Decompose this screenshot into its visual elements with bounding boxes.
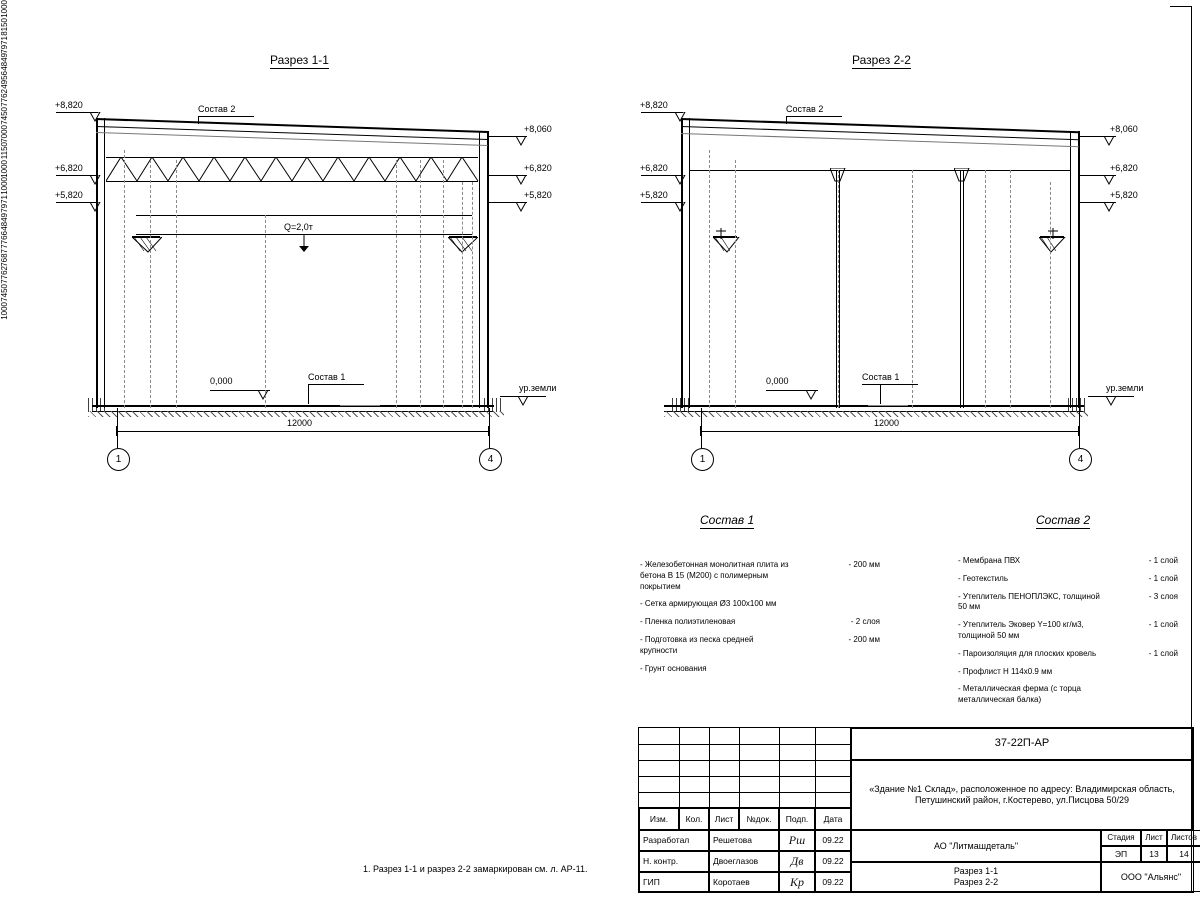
sheets-value: 14	[1167, 846, 1200, 862]
ground2-level-label: ур.земли	[1106, 383, 1144, 393]
wall2-right-outer	[1078, 131, 1080, 408]
sign-gip: Кр	[779, 872, 815, 892]
list-item: - Утеплитель ПЕНОПЛЭКС, толщиной 50 мм - 3 слоя	[958, 591, 1178, 612]
axis2-line-1	[701, 408, 702, 448]
section-1-1-title: Разрез 1-1	[270, 53, 329, 67]
drawing-title-1: Разрез 1-1	[953, 866, 999, 877]
level2-arrow-5	[1104, 175, 1116, 185]
level2-arrow-6	[1104, 202, 1116, 212]
dim2-guide-3	[838, 170, 839, 408]
name-gip: Коротаев	[709, 872, 779, 892]
sheet-header: Лист	[1141, 830, 1167, 846]
foundation2-left-hatch	[672, 398, 692, 412]
dim-guide-3	[176, 160, 177, 408]
axis2-marker-4: 4	[1069, 448, 1092, 471]
rev-row-2	[639, 760, 851, 761]
ground-level-label: ур.земли	[519, 383, 557, 393]
ground-arrow	[518, 396, 530, 408]
overall2-dim-label: 12000	[874, 418, 900, 428]
dim2-guide-1	[709, 150, 710, 408]
level2-mark-top-left: +8,820	[640, 100, 668, 110]
floor-joint	[340, 405, 380, 406]
date-developer: 09.22	[815, 830, 851, 851]
rev-row-3	[639, 776, 851, 777]
axis-marker-4: 4	[479, 448, 502, 471]
col-header-izm: Изм.	[639, 808, 679, 830]
level2-mark-zero: 0,000	[766, 376, 789, 386]
list-item: - Пароизоляция для плоских кровель - 1 слой	[958, 648, 1178, 658]
callout-sostav1-leader	[308, 384, 309, 404]
level-mark-top-right: +8,060	[524, 124, 552, 134]
col-header-podp: Подп.	[779, 808, 815, 830]
axis-line-1	[117, 408, 118, 448]
title-block	[638, 727, 1197, 893]
sostav1-title: Состав 1	[700, 513, 755, 527]
callout-sostav1-underline	[308, 384, 364, 385]
overall2-dim-line	[700, 431, 1078, 432]
dim-4956: 4956	[0, 71, 9, 89]
callout-sostav2-underline	[198, 116, 254, 117]
wall-right-inner	[479, 131, 480, 408]
dim-guide-1	[124, 150, 125, 408]
level-arrow-6	[516, 202, 528, 212]
sheet-frame-top	[1170, 6, 1192, 7]
dim-8150: 8150	[0, 17, 9, 36]
column-3-capital	[954, 168, 970, 182]
axis2-line-4	[1079, 408, 1080, 448]
dim-guide-5	[396, 160, 397, 408]
axis-line-4	[489, 408, 490, 448]
dim2-7450: 7450	[0, 284, 9, 302]
role-developer: Разработал	[639, 830, 709, 851]
column-3b	[963, 170, 964, 408]
foundation-right-hatch	[484, 398, 504, 412]
list-item: - Металлическая ферма (с торца металлическая балка)	[958, 684, 1081, 705]
role-gip: ГИП	[639, 872, 709, 892]
level-mark-crane-left: +5,820	[55, 190, 83, 200]
floor-line	[92, 405, 494, 407]
date-normcontrol: 09.22	[815, 851, 851, 872]
callout-sostav2-leader	[198, 116, 199, 124]
rev-col-1	[679, 728, 680, 808]
sostav2-title: Состав 2	[1036, 513, 1091, 527]
rev-col-3	[739, 728, 740, 808]
sostav1-list	[640, 560, 880, 681]
corbel-right-bracket	[448, 237, 478, 253]
column-3	[960, 170, 961, 408]
dim2-guide-7	[1050, 182, 1051, 408]
rev-col-4	[779, 728, 780, 808]
axis2-marker-1: 1	[691, 448, 714, 471]
overall-dim-line	[116, 431, 488, 432]
roof-top-line	[96, 118, 488, 133]
level2-arrow-4	[1104, 136, 1116, 146]
truss-web	[106, 157, 479, 182]
role-normcontrol: Н. контр.	[639, 851, 709, 872]
list-item: - Мембрана ПВХ - 1 слой	[958, 556, 1178, 565]
sheet-value: 13	[1141, 846, 1167, 862]
dim-guide-8	[462, 182, 463, 408]
level-arrow-4	[516, 136, 528, 146]
list-item: - Железобетонная монолитная плита из бетона В 15 (М200) с полимерным покрытием - 200 мм	[640, 560, 880, 591]
callout-sostav2-s2: Состав 2	[786, 104, 824, 114]
dim2-guide-5	[985, 170, 986, 408]
sign-developer: Рш	[779, 830, 815, 851]
foundation-left-hatch	[88, 398, 108, 412]
dim-4849: 4849	[0, 53, 9, 72]
wall-left-inner	[104, 118, 105, 408]
drawing-titles	[851, 862, 1101, 892]
col-header-list: Лист	[709, 808, 739, 830]
crane-beam-top	[136, 215, 472, 216]
wall2-left-outer	[681, 118, 683, 408]
level-arrow-5	[516, 175, 528, 185]
list-item: - Подготовка из песка средней крупности - 200 мм	[640, 634, 880, 655]
wall-left-outer	[96, 118, 98, 408]
rev-row-1	[639, 744, 851, 745]
list-item: - Пленка полиэтиленовая - 2 слоя	[640, 617, 880, 627]
wall2-left-inner	[689, 118, 690, 408]
list-item: - Профлист Н 114х0.9 мм	[958, 666, 1053, 676]
level2-arrow-3	[675, 202, 687, 212]
list-item: - Грунт основания	[640, 663, 707, 673]
drawing-title-2: Разрез 2-2	[953, 877, 999, 887]
sostav2-list	[958, 556, 1178, 713]
rev-col-5	[815, 728, 816, 808]
callout2-sostav1-underline	[862, 384, 918, 385]
rev-col-2	[709, 728, 710, 808]
zero-arrow	[258, 390, 270, 402]
dim-guide-4	[265, 215, 266, 408]
dim2-1000-left: 1000	[0, 177, 9, 196]
dim2-4849: 4849	[0, 212, 9, 231]
dim-guide-9	[472, 182, 473, 408]
column-2b	[839, 170, 840, 408]
callout2-sostav2-leader	[786, 116, 787, 124]
corbel-left-bracket	[132, 237, 162, 253]
name-normcontrol: Двоеглазов	[709, 851, 779, 872]
dim-1000-left: 1000	[0, 0, 9, 18]
dim-1150: 1150	[0, 142, 9, 160]
list-item: - Геотекстиль - 1 слой	[958, 573, 1178, 583]
level-mark-truss-right: +6,820	[524, 163, 552, 173]
callout-sostav2-s1: Состав 2	[198, 104, 236, 114]
object-description: «Здание №1 Склад», расположенное по адресу: Владимирская область, Петушинский район, г.Костерево, ул.Писцова 50/29	[851, 760, 1193, 830]
dim-7762: 7762	[0, 88, 9, 107]
sheet-note: 1. Разрез 1-1 и разрез 2-2 замаркирован см. л. АР-11.	[363, 864, 588, 874]
beam2-line	[690, 170, 1070, 171]
dim-7971: 7971	[0, 35, 9, 54]
roof-profile-line	[96, 132, 488, 146]
floor2-joint	[868, 405, 908, 406]
level-mark-top-left: +8,820	[55, 100, 83, 110]
company-customer: АО "Литмашдеталь"	[851, 830, 1101, 862]
zero2-arrow	[806, 390, 818, 402]
dim-7450: 7450	[0, 106, 9, 125]
dim-1000-right: 1000	[0, 159, 9, 178]
list-item: - Сетка армирующая Ø3 100х100 мм	[640, 599, 777, 609]
rev-row-4	[639, 792, 851, 793]
overall-dim-label: 12000	[287, 418, 313, 428]
callout2-sostav2-underline	[786, 116, 842, 117]
level2-arrow-1	[675, 112, 687, 122]
rail2-right-mark	[1046, 228, 1060, 240]
level2-mark-truss-left: +6,820	[640, 163, 668, 173]
designer-company: ООО "Альянс"	[1101, 862, 1200, 892]
dim2-7762: 7762	[0, 266, 9, 285]
level2-mark-truss-right: +6,820	[1110, 163, 1138, 173]
list-item: - Утеплитель Эковер Y=100 кг/м3, толщиной 50 мм - 1 слой	[958, 620, 1178, 640]
callout-sostav1-s2: Состав 1	[862, 372, 900, 382]
dim-guide-7	[443, 160, 444, 408]
sign-normcontrol: Дв	[779, 851, 815, 872]
callout2-sostav1-leader	[880, 384, 881, 404]
ground2-arrow	[1106, 396, 1118, 408]
level-arrow-2	[90, 175, 102, 185]
level2-mark-crane-right: +5,820	[1110, 190, 1138, 200]
stage-value: ЭП	[1101, 846, 1141, 862]
foundation2-right-hatch	[1068, 398, 1088, 412]
level2-mark-crane-left: +5,820	[640, 190, 668, 200]
wall2-right-inner	[1070, 131, 1071, 408]
dim2-7687: 7687	[0, 248, 9, 267]
ground2-hatch	[664, 411, 1088, 417]
dim2-7766: 7766	[0, 230, 9, 249]
level-arrow-1	[90, 112, 102, 122]
level2-mark-top-right: +8,060	[1110, 124, 1138, 134]
dim2-1000-right: 1000	[0, 301, 9, 320]
wall-right-outer	[487, 131, 489, 408]
axis-marker-1: 1	[107, 448, 130, 471]
dim2-guide-2	[735, 160, 736, 408]
stage-header: Стадия	[1101, 830, 1141, 846]
level-mark-truss-left: +6,820	[55, 163, 83, 173]
level2-arrow-2	[675, 175, 687, 185]
level-mark-zero: 0,000	[210, 376, 233, 386]
level-mark-crane-right: +5,820	[524, 190, 552, 200]
callout-sostav1-s1: Состав 1	[308, 372, 346, 382]
crane-capacity-label: Q=2,0т	[284, 222, 313, 232]
dim-guide-2	[150, 160, 151, 408]
rail2-left-mark	[714, 228, 728, 240]
column-2	[836, 170, 837, 408]
sheets-header: Листов	[1167, 830, 1200, 846]
col-header-ndok: №док.	[739, 808, 779, 830]
col-header-kol: Кол.	[679, 808, 709, 830]
dim2-guide-6	[1010, 170, 1011, 408]
dim-guide-6	[420, 160, 421, 408]
name-developer: Решетова	[709, 830, 779, 851]
dim2-guide-4	[912, 170, 913, 408]
section-2-2-title: Разрез 2-2	[852, 53, 911, 67]
crane-hook	[296, 234, 312, 252]
project-code: 37-22П-АР	[851, 728, 1193, 760]
ground-hatch	[88, 411, 504, 417]
dim-7000: 7000	[0, 124, 9, 143]
col-header-data: Дата	[815, 808, 851, 830]
date-gip: 09.22	[815, 872, 851, 892]
dim2-7971: 7971	[0, 195, 9, 213]
level-arrow-3	[90, 202, 102, 212]
revision-grid	[639, 728, 851, 808]
